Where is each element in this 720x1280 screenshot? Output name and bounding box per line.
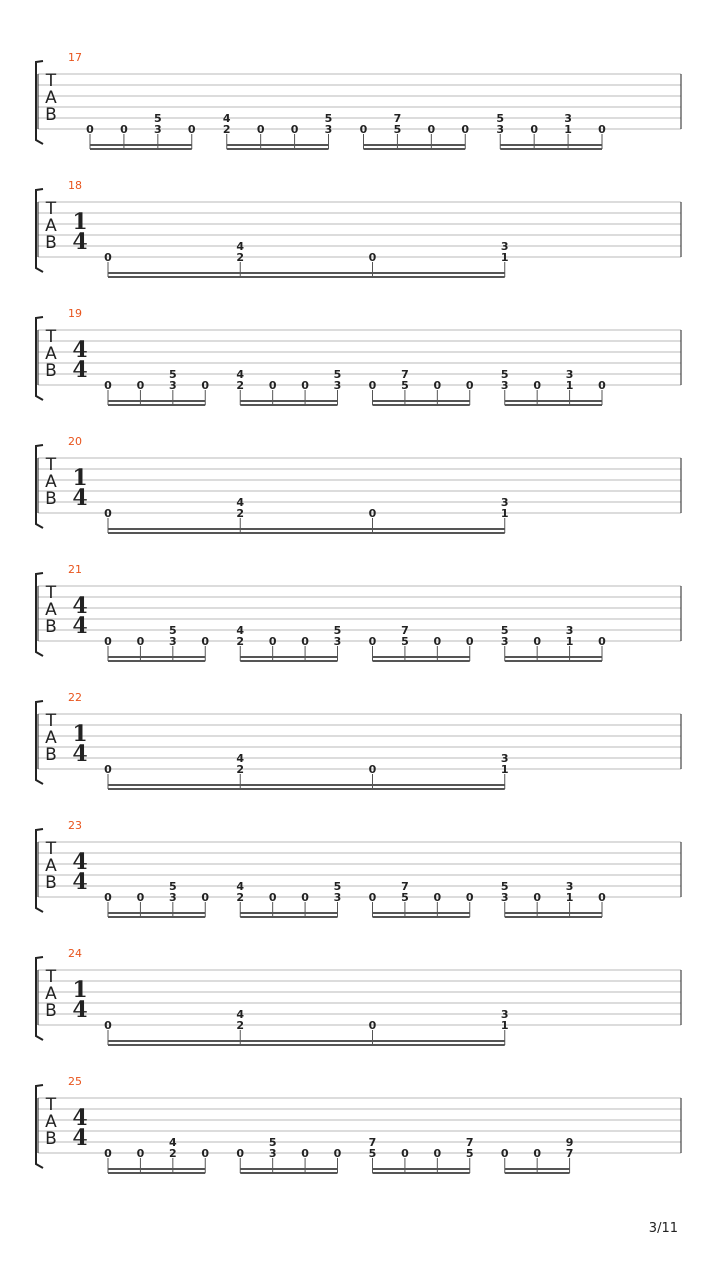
system-bracket bbox=[36, 1085, 43, 1168]
fret-number: 2 bbox=[236, 1019, 245, 1032]
system-bracket bbox=[36, 445, 43, 528]
fret-number: 5 bbox=[496, 112, 505, 125]
fret-number: 0 bbox=[201, 379, 210, 392]
fret-number: 7 bbox=[401, 368, 409, 381]
system-bracket bbox=[36, 829, 43, 912]
fret-number: 0 bbox=[256, 123, 265, 136]
fret-number: 3 bbox=[564, 112, 572, 125]
fret-number: 0 bbox=[120, 123, 128, 136]
measure-number: 21 bbox=[68, 563, 82, 576]
fret-number: 5 bbox=[268, 1136, 277, 1149]
fret-number: 0 bbox=[598, 635, 606, 648]
fret-number: 3 bbox=[500, 891, 509, 904]
fret-number: 0 bbox=[368, 635, 377, 648]
fret-number: 0 bbox=[333, 1147, 342, 1160]
time-signature-bottom: 4 bbox=[72, 613, 88, 639]
measure-number: 19 bbox=[68, 307, 82, 320]
fret-number: 3 bbox=[565, 880, 574, 893]
page-number: 3/11 bbox=[648, 1221, 678, 1236]
fret-number: 0 bbox=[533, 635, 541, 648]
fret-number: 0 bbox=[104, 891, 112, 904]
system-bracket bbox=[36, 957, 43, 1040]
fret-number: 0 bbox=[433, 891, 442, 904]
fret-number: 3 bbox=[169, 635, 177, 648]
time-signature-bottom: 4 bbox=[72, 869, 88, 895]
tab-clef-letter: T bbox=[45, 455, 57, 475]
fret-number: 3 bbox=[154, 123, 162, 136]
measure-number: 18 bbox=[68, 179, 82, 192]
fret-number: 0 bbox=[530, 123, 538, 136]
fret-number: 5 bbox=[393, 123, 402, 136]
fret-number: 0 bbox=[368, 891, 377, 904]
time-signature-bottom: 4 bbox=[72, 741, 88, 767]
fret-number: 0 bbox=[368, 763, 377, 776]
fret-number: 0 bbox=[201, 1147, 210, 1160]
system-bracket bbox=[36, 61, 43, 144]
fret-number: 0 bbox=[201, 635, 210, 648]
fret-number: 4 bbox=[222, 112, 231, 125]
tab-clef-letter: T bbox=[45, 1095, 57, 1115]
tab-clef-letter: A bbox=[45, 472, 57, 492]
fret-number: 4 bbox=[236, 1008, 245, 1021]
fret-number: 5 bbox=[368, 1147, 377, 1160]
fret-number: 3 bbox=[565, 368, 574, 381]
fret-number: 4 bbox=[236, 752, 245, 765]
fret-number: 4 bbox=[236, 624, 245, 637]
fret-number: 4 bbox=[236, 496, 245, 509]
fret-number: 5 bbox=[401, 635, 409, 648]
fret-number: 0 bbox=[598, 379, 606, 392]
fret-number: 2 bbox=[236, 891, 245, 904]
fret-number: 0 bbox=[433, 1147, 442, 1160]
fret-number: 0 bbox=[465, 379, 474, 392]
tab-clef-letter: A bbox=[45, 1112, 57, 1132]
fret-number: 7 bbox=[401, 880, 409, 893]
time-signature-top: 4 bbox=[72, 1105, 88, 1131]
time-signature-top: 4 bbox=[72, 337, 88, 363]
fret-number: 2 bbox=[236, 635, 245, 648]
tab-clef-letter: B bbox=[45, 1129, 57, 1149]
tab-clef-letter: T bbox=[45, 327, 57, 347]
fret-number: 5 bbox=[333, 624, 342, 637]
fret-number: 0 bbox=[301, 891, 309, 904]
fret-number: 0 bbox=[433, 379, 442, 392]
fret-number: 0 bbox=[104, 507, 112, 520]
tab-clef-letter: B bbox=[45, 361, 57, 381]
fret-number: 0 bbox=[187, 123, 196, 136]
fret-number: 0 bbox=[86, 123, 94, 136]
tab-clef-letter: T bbox=[45, 711, 57, 731]
fret-number: 0 bbox=[368, 1019, 377, 1032]
tab-clef-letter: B bbox=[45, 873, 57, 893]
fret-number: 0 bbox=[104, 379, 112, 392]
fret-number: 0 bbox=[301, 379, 309, 392]
tab-clef-letter: B bbox=[45, 745, 57, 765]
fret-number: 2 bbox=[236, 251, 245, 264]
fret-number: 3 bbox=[500, 379, 509, 392]
fret-number: 3 bbox=[333, 635, 342, 648]
fret-number: 1 bbox=[565, 379, 574, 392]
fret-number: 5 bbox=[169, 624, 177, 637]
fret-number: 0 bbox=[136, 1147, 145, 1160]
fret-number: 0 bbox=[136, 891, 145, 904]
fret-number: 7 bbox=[565, 1147, 574, 1160]
fret-number: 0 bbox=[461, 123, 470, 136]
fret-number: 0 bbox=[104, 1147, 112, 1160]
fret-number: 2 bbox=[236, 507, 245, 520]
fret-number: 2 bbox=[222, 123, 231, 136]
fret-number: 1 bbox=[565, 635, 574, 648]
fret-number: 0 bbox=[368, 507, 377, 520]
fret-number: 3 bbox=[333, 891, 342, 904]
tab-clef-letter: T bbox=[45, 967, 57, 987]
time-signature-bottom: 4 bbox=[72, 997, 88, 1023]
fret-number: 3 bbox=[500, 752, 509, 765]
fret-number: 0 bbox=[268, 379, 277, 392]
fret-number: 1 bbox=[500, 1019, 509, 1032]
fret-number: 0 bbox=[104, 1019, 112, 1032]
fret-number: 3 bbox=[333, 379, 342, 392]
fret-number: 0 bbox=[301, 635, 309, 648]
measure-number: 17 bbox=[68, 51, 82, 64]
fret-number: 0 bbox=[104, 251, 112, 264]
system-bracket bbox=[36, 189, 43, 272]
fret-number: 0 bbox=[104, 763, 112, 776]
tab-clef-letter: B bbox=[45, 233, 57, 253]
system-bracket bbox=[36, 701, 43, 784]
tab-clef-letter: T bbox=[45, 71, 57, 91]
fret-number: 3 bbox=[500, 635, 509, 648]
time-signature-bottom: 4 bbox=[72, 229, 88, 255]
fret-number: 3 bbox=[565, 624, 574, 637]
tab-clef-letter: B bbox=[45, 489, 57, 509]
tab-clef-letter: A bbox=[45, 216, 57, 236]
fret-number: 5 bbox=[154, 112, 162, 125]
time-signature-top: 1 bbox=[72, 721, 88, 747]
fret-number: 0 bbox=[465, 635, 474, 648]
time-signature-bottom: 4 bbox=[72, 1125, 88, 1151]
fret-number: 2 bbox=[236, 763, 245, 776]
fret-number: 5 bbox=[169, 880, 177, 893]
fret-number: 0 bbox=[533, 1147, 541, 1160]
tab-clef-letter: A bbox=[45, 984, 57, 1004]
fret-number: 4 bbox=[236, 368, 245, 381]
fret-number: 0 bbox=[201, 891, 210, 904]
fret-number: 3 bbox=[324, 123, 333, 136]
tab-clef-letter: B bbox=[45, 617, 57, 637]
fret-number: 5 bbox=[324, 112, 333, 125]
fret-number: 5 bbox=[465, 1147, 474, 1160]
fret-number: 9 bbox=[565, 1136, 574, 1149]
fret-number: 0 bbox=[359, 123, 368, 136]
fret-number: 4 bbox=[169, 1136, 177, 1149]
fret-number: 5 bbox=[401, 891, 409, 904]
tab-clef-letter: T bbox=[45, 583, 57, 603]
time-signature-bottom: 4 bbox=[72, 485, 88, 511]
fret-number: 0 bbox=[290, 123, 299, 136]
fret-number: 4 bbox=[236, 880, 245, 893]
fret-number: 3 bbox=[268, 1147, 277, 1160]
fret-number: 0 bbox=[368, 379, 377, 392]
measure-number: 25 bbox=[68, 1075, 82, 1088]
fret-number: 3 bbox=[500, 240, 509, 253]
measure-number: 23 bbox=[68, 819, 82, 832]
measure-number: 24 bbox=[68, 947, 82, 960]
fret-number: 3 bbox=[500, 496, 509, 509]
fret-number: 0 bbox=[401, 1147, 409, 1160]
fret-number: 5 bbox=[500, 624, 509, 637]
fret-number: 2 bbox=[236, 379, 245, 392]
fret-number: 3 bbox=[169, 891, 177, 904]
system-bracket bbox=[36, 573, 43, 656]
fret-number: 0 bbox=[104, 635, 112, 648]
fret-number: 7 bbox=[368, 1136, 377, 1149]
fret-number: 0 bbox=[136, 379, 145, 392]
tab-clef-letter: A bbox=[45, 344, 57, 364]
fret-number: 1 bbox=[500, 763, 509, 776]
fret-number: 1 bbox=[500, 251, 509, 264]
tab-clef-letter: T bbox=[45, 199, 57, 219]
fret-number: 5 bbox=[333, 880, 342, 893]
fret-number: 0 bbox=[433, 635, 442, 648]
tab-clef-letter: B bbox=[45, 105, 57, 125]
tab-clef-letter: A bbox=[45, 88, 57, 108]
fret-number: 0 bbox=[268, 891, 277, 904]
time-signature-bottom: 4 bbox=[72, 357, 88, 383]
fret-number: 0 bbox=[301, 1147, 309, 1160]
fret-number: 3 bbox=[500, 1008, 509, 1021]
fret-number: 0 bbox=[598, 123, 606, 136]
fret-number: 1 bbox=[565, 891, 574, 904]
fret-number: 0 bbox=[533, 891, 541, 904]
measure-number: 22 bbox=[68, 691, 82, 704]
fret-number: 0 bbox=[465, 891, 474, 904]
time-signature-top: 4 bbox=[72, 593, 88, 619]
fret-number: 0 bbox=[427, 123, 436, 136]
tab-clef-letter: A bbox=[45, 728, 57, 748]
fret-number: 3 bbox=[496, 123, 505, 136]
fret-number: 5 bbox=[401, 379, 409, 392]
fret-number: 5 bbox=[500, 368, 509, 381]
time-signature-top: 1 bbox=[72, 465, 88, 491]
fret-number: 0 bbox=[236, 1147, 245, 1160]
time-signature-top: 4 bbox=[72, 849, 88, 875]
tab-clef-letter: B bbox=[45, 1001, 57, 1021]
fret-number: 1 bbox=[564, 123, 572, 136]
fret-number: 4 bbox=[236, 240, 245, 253]
fret-number: 0 bbox=[268, 635, 277, 648]
fret-number: 7 bbox=[393, 112, 402, 125]
fret-number: 2 bbox=[169, 1147, 177, 1160]
tab-clef-letter: A bbox=[45, 600, 57, 620]
fret-number: 7 bbox=[465, 1136, 474, 1149]
fret-number: 5 bbox=[500, 880, 509, 893]
fret-number: 5 bbox=[333, 368, 342, 381]
fret-number: 7 bbox=[401, 624, 409, 637]
fret-number: 0 bbox=[598, 891, 606, 904]
time-signature-top: 1 bbox=[72, 209, 88, 235]
fret-number: 0 bbox=[500, 1147, 509, 1160]
fret-number: 0 bbox=[368, 251, 377, 264]
fret-number: 0 bbox=[533, 379, 541, 392]
fret-number: 3 bbox=[169, 379, 177, 392]
measure-number: 20 bbox=[68, 435, 82, 448]
time-signature-top: 1 bbox=[72, 977, 88, 1003]
tab-clef-letter: A bbox=[45, 856, 57, 876]
fret-number: 5 bbox=[169, 368, 177, 381]
tab-clef-letter: T bbox=[45, 839, 57, 859]
system-bracket bbox=[36, 317, 43, 400]
fret-number: 0 bbox=[136, 635, 145, 648]
fret-number: 1 bbox=[500, 507, 509, 520]
